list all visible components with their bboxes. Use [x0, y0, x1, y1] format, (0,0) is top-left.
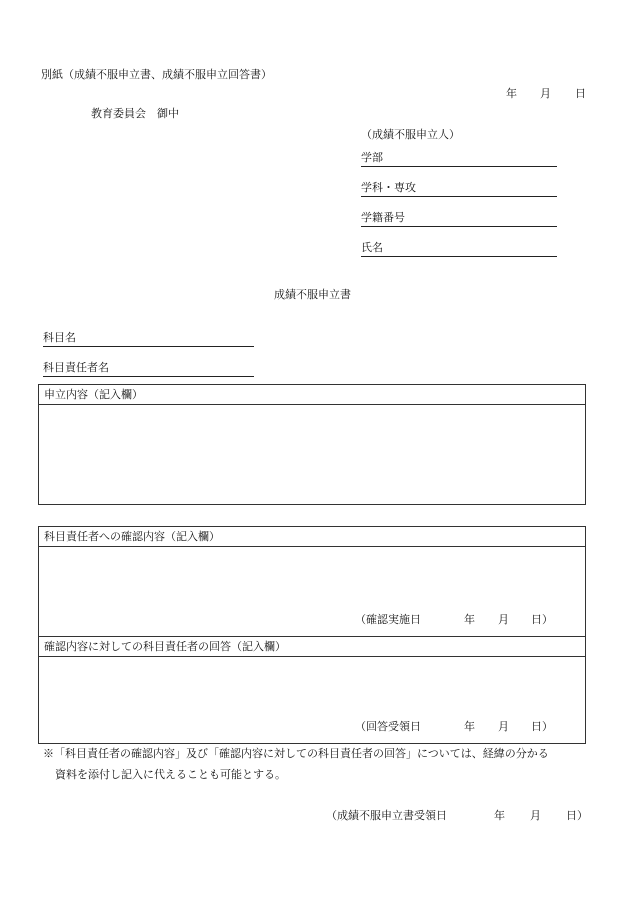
student-id-field[interactable] [361, 211, 557, 227]
document-title: 成績不服申立書 [274, 288, 351, 301]
faculty-field[interactable] [361, 151, 557, 167]
appeal-content-heading: 申立内容（記入欄） [44, 388, 143, 401]
appeal-content-input[interactable] [39, 405, 585, 504]
applicant-heading: （成績不服申立人） [361, 128, 460, 141]
confirmation-reply-box [38, 526, 586, 744]
confirmation-date-month: 月 [498, 613, 509, 626]
name-label: 氏名 [361, 241, 383, 254]
confirmation-heading: 科目責任者への確認内容（記入欄） [44, 530, 220, 543]
confirmation-date-day: 日） [531, 613, 553, 626]
instructor-reply-heading: 確認内容に対しての科目責任者の回答（記入欄） [44, 640, 286, 653]
addressee: 教育委員会 御中 [91, 107, 179, 120]
receipt-date-year: 年 [494, 809, 505, 822]
department-field[interactable] [361, 181, 557, 197]
subject-label: 科目名 [43, 331, 76, 344]
note-line-2: 資料を添付し記入に代えることも可能とする。 [55, 768, 286, 781]
instructor-label: 科目責任者名 [43, 361, 109, 374]
attachment-title: 別紙（成績不服申立書、成績不服申立回答書） [41, 68, 272, 81]
receipt-date-day: 日） [566, 809, 588, 822]
student-id-label: 学籍番号 [361, 211, 405, 224]
confirmation-header [39, 527, 585, 547]
reply-date-day: 日） [531, 720, 553, 733]
faculty-label: 学部 [361, 151, 383, 164]
reply-date-label: （回答受領日 [355, 720, 421, 733]
instructor-field[interactable] [43, 361, 254, 377]
confirmation-input[interactable] [39, 547, 585, 636]
name-field[interactable] [361, 241, 557, 257]
department-label: 学科・専攻 [361, 181, 416, 194]
reply-date [355, 721, 585, 735]
note-line-1: ※「科目責任者の確認内容」及び「確認内容に対しての科目責任者の回答」については、経緯の分かる [43, 747, 549, 760]
confirmation-date-year: 年 [464, 613, 475, 626]
receipt-date-label: （成績不服申立書受領日 [326, 809, 447, 822]
confirmation-date [355, 614, 585, 628]
header-date-month: 月 [540, 87, 551, 100]
appeal-content-box [38, 384, 586, 505]
confirmation-date-label: （確認実施日 [355, 613, 421, 626]
instructor-reply-input[interactable] [39, 657, 585, 743]
subject-field[interactable] [43, 331, 254, 347]
header-date-day: 日 [575, 87, 586, 100]
header-date-year: 年 [506, 87, 517, 100]
instructor-reply-header [39, 636, 585, 657]
reply-date-year: 年 [464, 720, 475, 733]
reply-date-month: 月 [498, 720, 509, 733]
receipt-date-month: 月 [530, 809, 541, 822]
appeal-content-header [39, 385, 585, 405]
